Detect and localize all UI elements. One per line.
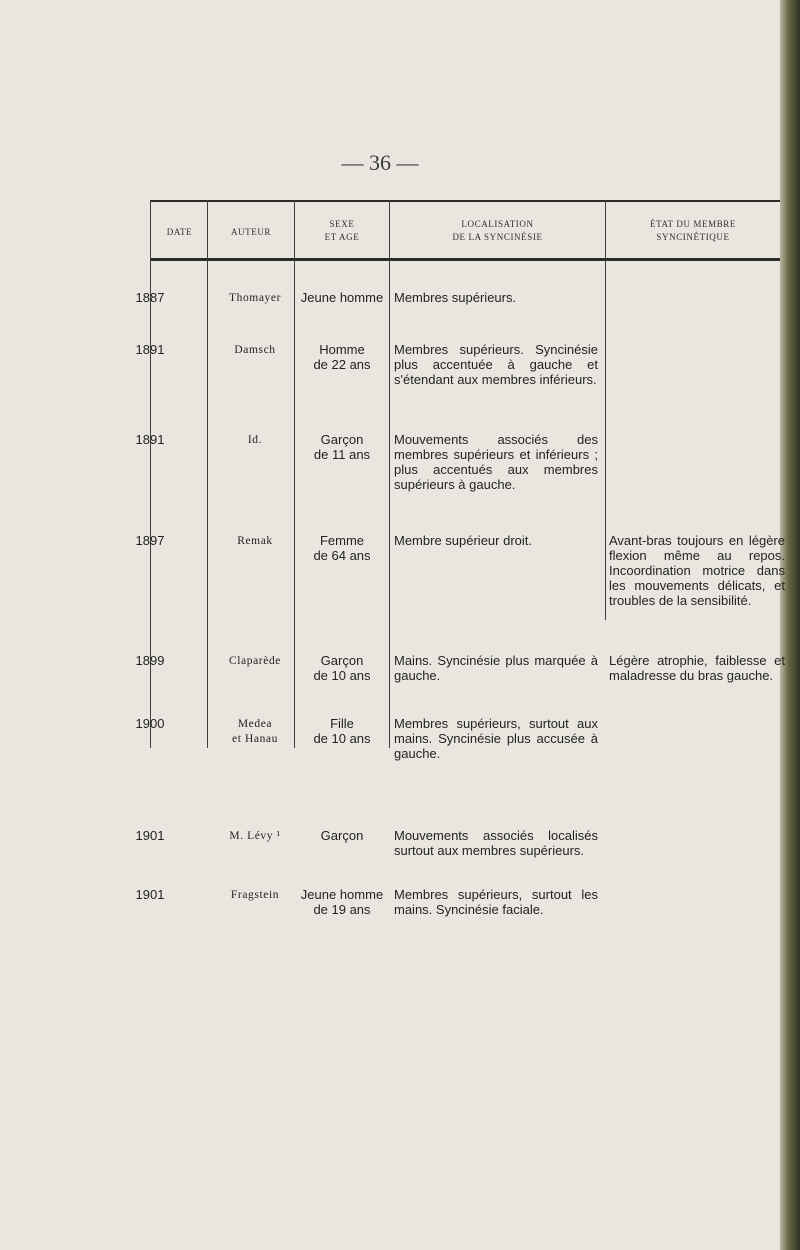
header-sex-line2: ET AGE bbox=[324, 232, 360, 242]
header-sex-age bbox=[295, 218, 389, 244]
row-date: 1901 bbox=[135, 887, 165, 902]
row-author: Claparède bbox=[228, 655, 281, 667]
row-author: M. Lévy ¹ bbox=[229, 830, 281, 842]
row-date: 1900 bbox=[135, 716, 165, 731]
row-localisation: Membres supérieurs. bbox=[394, 290, 517, 305]
row-localisation: Mouvements associés des membres supérieurs et inférieurs ; plus accentués aux membres supérieurs à gauche. bbox=[394, 432, 598, 492]
row-author: Remak bbox=[237, 535, 273, 547]
row-localisation: Membre supérieur droit. bbox=[394, 533, 532, 548]
header-loc-line2: DE LA SYNCINÉSIE bbox=[452, 232, 543, 242]
row-author: Thomayer bbox=[228, 292, 282, 304]
header-state-line1: ÉTAT DU MEMBRE bbox=[649, 219, 737, 229]
header-date: DATE bbox=[166, 227, 193, 237]
row-localisation: Mouvements associés localisés surtout aux membres supérieurs. bbox=[394, 828, 598, 858]
row-localisation: Membres supérieurs, surtout aux mains. Syncinésie plus accusée à gauche. bbox=[394, 716, 598, 761]
row-date: 1891 bbox=[135, 342, 165, 357]
row-sex-age: Garçon de 11 ans bbox=[313, 432, 371, 462]
row-localisation: Membres supérieurs. Syncinésie plus accentuée à gauche et s'étendant aux membres inférieurs. bbox=[394, 342, 598, 387]
row-sex-age: Jeune homme bbox=[300, 290, 384, 305]
header-sex-line1: SEXE bbox=[329, 219, 355, 229]
row-localisation: Membres supérieurs, surtout les mains. Syncinésie faciale. bbox=[394, 887, 598, 917]
row-author: Id. bbox=[247, 434, 263, 446]
row-date: 1901 bbox=[135, 828, 165, 843]
row-sex-age: Jeune homme de 19 ans bbox=[300, 887, 384, 917]
row-state: Avant-bras toujours en légère flexion même au repos. Incoordination motrice dans les mouvements délicats, et troubles de la sensibilité. bbox=[609, 533, 785, 608]
row-author: Medea et Hanau bbox=[232, 718, 278, 745]
row-date: 1899 bbox=[135, 653, 165, 668]
row-author: Fragstein bbox=[230, 889, 280, 901]
table-top-rule bbox=[150, 200, 780, 202]
row-localisation: Mains. Syncinésie plus marquée à gauche. bbox=[394, 653, 598, 683]
header-localisation bbox=[390, 218, 605, 244]
page-number: — 36 — bbox=[341, 150, 419, 175]
row-sex-age: Homme de 22 ans bbox=[313, 342, 371, 372]
header-author: AUTEUR bbox=[230, 227, 272, 237]
row-sex-age: Garçon bbox=[320, 828, 364, 843]
row-date: 1891 bbox=[135, 432, 165, 447]
row-author: Damsch bbox=[234, 344, 276, 356]
row-date: 1897 bbox=[135, 533, 165, 548]
row-state: Légère atrophie, faiblesse et maladresse du bras gauche. bbox=[609, 653, 785, 683]
row-sex-age: Fille de 10 ans bbox=[313, 716, 371, 746]
row-sex-age: Garçon de 10 ans bbox=[313, 653, 371, 683]
row-sex-age: Femme de 64 ans bbox=[313, 533, 371, 563]
column-divider bbox=[605, 200, 606, 620]
book-spine-edge bbox=[780, 0, 800, 1250]
header-state-line2: SYNCINÉTIQUE bbox=[656, 232, 730, 242]
header-bottom-rule bbox=[150, 258, 780, 261]
header-state bbox=[606, 218, 780, 244]
header-loc-line1: LOCALISATION bbox=[461, 219, 534, 229]
column-divider bbox=[389, 200, 390, 748]
row-date: 1887 bbox=[135, 290, 165, 305]
